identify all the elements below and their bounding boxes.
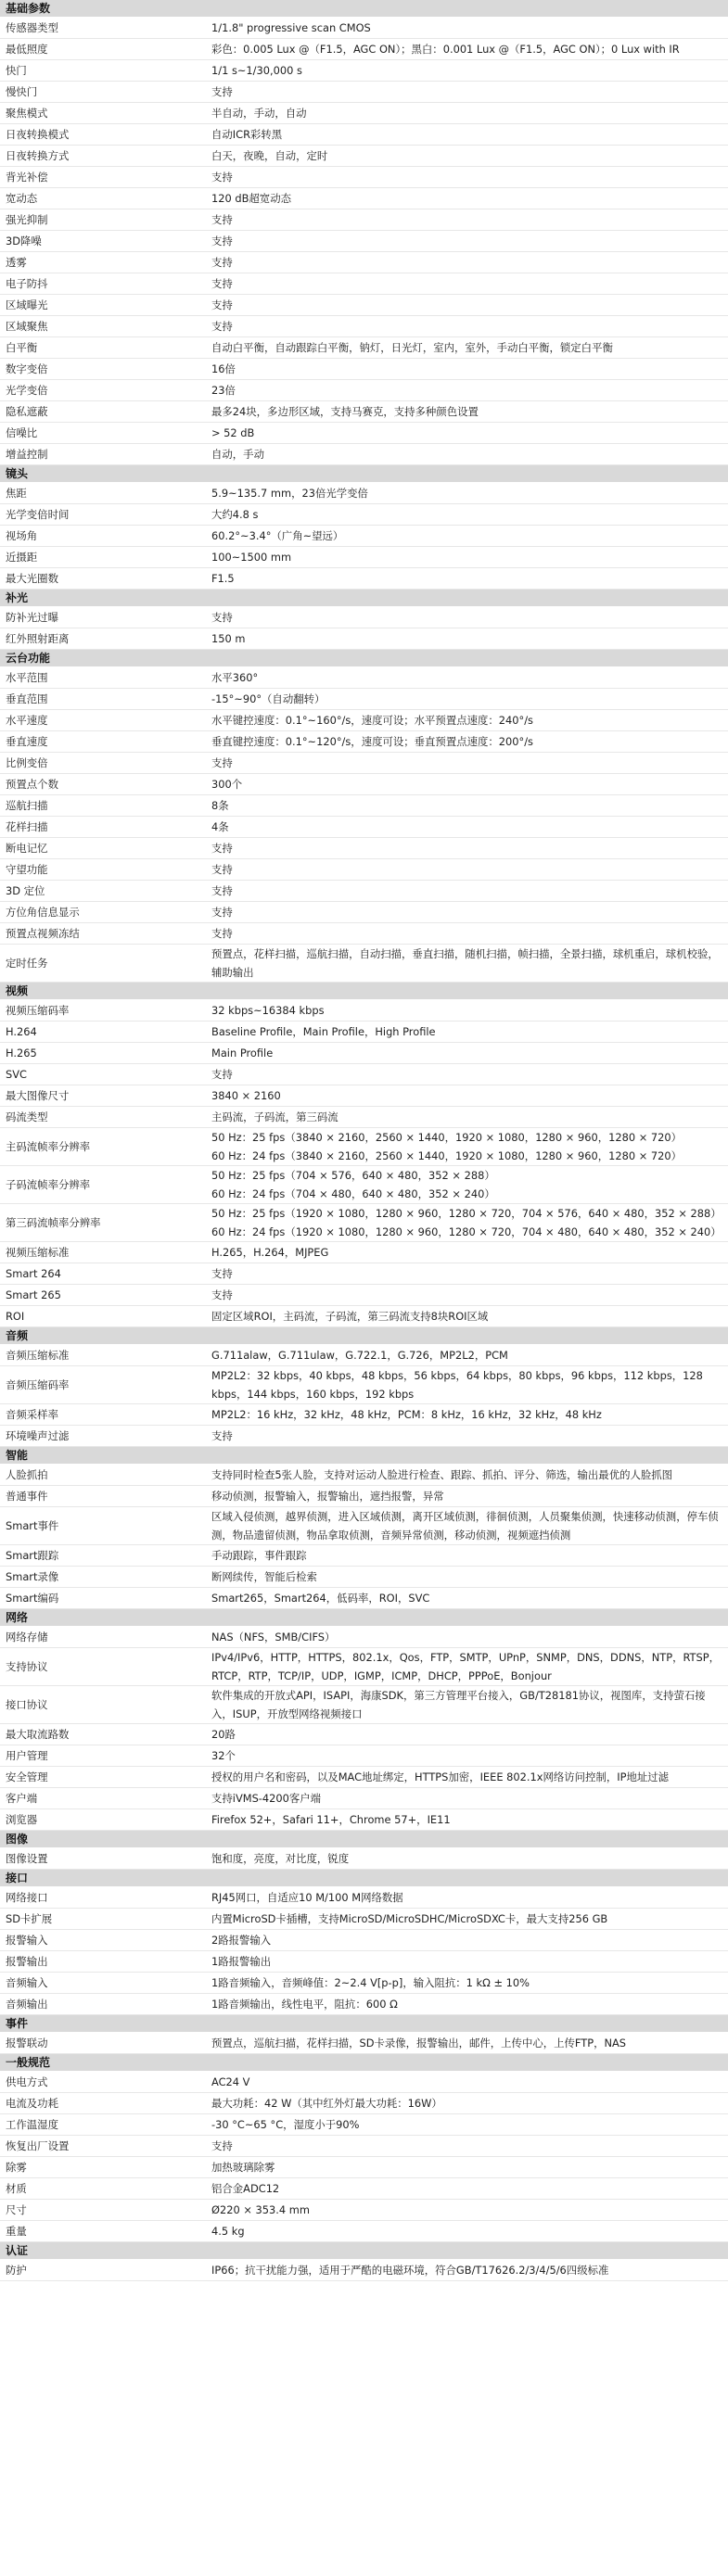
spec-row (0, 337, 728, 359)
spec-value: 支持 (211, 256, 233, 269)
spec-row (0, 628, 728, 650)
spec-value: 16倍 (211, 362, 236, 375)
spec-row (0, 1930, 728, 1951)
spec-value: 大约4.8 s (211, 508, 259, 521)
spec-row (0, 838, 728, 859)
spec-row (0, 1767, 728, 1788)
spec-label: 巡航扫描 (6, 799, 48, 812)
spec-row (0, 1043, 728, 1064)
spec-value: 支持 (211, 171, 233, 184)
spec-value: MP2L2：16 kHz，32 kHz，48 kHz，PCM：8 kHz，16 kHz，32 kHz，48 kHz (211, 1408, 602, 1421)
spec-label: 3D降噪 (6, 235, 42, 247)
spec-row (0, 1994, 728, 2015)
spec-row (0, 209, 728, 231)
spec-value: 1路音频输出，线性电平，阻抗：600 Ω (211, 1998, 398, 2011)
spec-value: 1路报警输出 (211, 1955, 272, 1968)
spec-row (0, 817, 728, 838)
section-header: 补光 (0, 590, 728, 607)
spec-row (0, 1848, 728, 1870)
spec-row (0, 1404, 728, 1426)
spec-row (0, 1686, 728, 1724)
spec-value: IP66；抗干扰能力强，适用于严酷的电磁环境，符合GB/T17626.2/3/4/5/6四级标准 (211, 2264, 609, 2277)
spec-label: 材质 (6, 2182, 27, 2195)
spec-label: 方位角信息显示 (6, 906, 80, 919)
spec-label: 日夜转换模式 (6, 128, 70, 141)
spec-value: 支持 (211, 927, 233, 940)
spec-value: 饱和度，亮度，对比度，锐度 (211, 1852, 350, 1865)
spec-value: 支持 (211, 320, 233, 333)
spec-row (0, 39, 728, 60)
spec-label: 报警联动 (6, 2037, 48, 2049)
spec-label: 码流类型 (6, 1110, 48, 1123)
spec-value: 支持 (211, 906, 233, 919)
spec-value: Baseline Profile，Main Profile，High Profile (211, 1025, 436, 1038)
spec-value: 彩色：0.005 Lux @（F1.5，AGC ON）；黑白：0.001 Lux @（F1.5，AGC ON）；0 Lux with IR (211, 43, 680, 56)
section-header: 网络 (0, 1609, 728, 1627)
spec-value: 水平360° (211, 671, 259, 684)
spec-label: 尺寸 (6, 2203, 27, 2216)
spec-row (0, 923, 728, 945)
spec-label: 子码流帧率分辨率 (6, 1178, 91, 1191)
spec-row (0, 2221, 728, 2242)
section-header: 云台功能 (0, 650, 728, 667)
spec-value: -15°~90°（自动翻转） (211, 692, 326, 705)
spec-row (0, 1648, 728, 1686)
spec-row (0, 444, 728, 465)
spec-label: 区域聚焦 (6, 320, 48, 333)
spec-label: 定时任务 (6, 957, 48, 970)
spec-row (0, 1128, 728, 1166)
spec-label: 音频压缩码率 (6, 1378, 70, 1391)
spec-row (0, 1951, 728, 1973)
spec-value: 1/1 s~1/30,000 s (211, 64, 302, 77)
spec-value: 1路音频输入，音频峰值：2~2.4 V[p-p]，输入阻抗：1 kΩ ± 10% (211, 1976, 530, 1989)
spec-row (0, 316, 728, 337)
spec-label: 音频采样率 (6, 1408, 58, 1421)
spec-row (0, 273, 728, 295)
spec-label: 最大光圈数 (6, 572, 58, 585)
spec-value: 固定区域ROI，主码流，子码流，第三码流支持8块ROI区域 (211, 1310, 489, 1323)
section-header: 事件 (0, 2015, 728, 2033)
spec-label: 支持协议 (6, 1660, 48, 1673)
spec-value: 移动侦测，报警输入，报警输出，遮挡报警，异常 (211, 1490, 444, 1503)
spec-label: 接口协议 (6, 1698, 48, 1711)
spec-row (0, 380, 728, 401)
spec-value: 支持 (211, 2139, 233, 2152)
spec-value: 支持同时检查5张人脸，支持对运动人脸进行检查、跟踪、抓拍、评分、筛选，输出最优的人脸抓图 (211, 1468, 673, 1481)
spec-label: 垂直范围 (6, 692, 48, 705)
spec-label: 供电方式 (6, 2075, 48, 2088)
spec-value: G.711alaw，G.711ulaw，G.722.1，G.726，MP2L2，PCM (211, 1349, 508, 1362)
spec-value: 23倍 (211, 384, 236, 397)
spec-row (0, 1366, 728, 1404)
spec-label: 工作温湿度 (6, 2118, 58, 2131)
spec-value: 铝合金ADC12 (211, 2182, 280, 2195)
spec-value: 支持 (211, 842, 233, 855)
spec-row (0, 1166, 728, 1204)
spec-row (0, 902, 728, 923)
spec-row (0, 1204, 728, 1242)
section-header: 基础参数 (0, 0, 728, 18)
spec-value: 断网续传，智能后检索 (211, 1570, 317, 1583)
spec-label: 用户管理 (6, 1749, 48, 1762)
spec-value: 20路 (211, 1728, 236, 1741)
spec-value: 加热玻璃除雾 (211, 2161, 275, 2174)
spec-value: 支持 (211, 1288, 233, 1301)
section-header: 镜头 (0, 465, 728, 483)
spec-label: 安全管理 (6, 1770, 48, 1783)
spec-value: 4.5 kg (211, 2225, 245, 2238)
spec-value: 32 kbps~16384 kbps (211, 1004, 325, 1017)
spec-row (0, 103, 728, 124)
spec-label: 水平范围 (6, 671, 48, 684)
section-header: 认证 (0, 2242, 728, 2260)
section-header: 接口 (0, 1870, 728, 1887)
spec-value: 水平键控速度：0.1°~160°/s，速度可设；水平预置点速度：240°/s (211, 714, 533, 727)
spec-value: 支持 (211, 884, 233, 897)
spec-row (0, 1973, 728, 1994)
spec-row (0, 188, 728, 209)
spec-label: 预置点视频冻结 (6, 927, 80, 940)
spec-label: 花样扫描 (6, 820, 48, 833)
spec-row (0, 1085, 728, 1107)
spec-label: 音频输出 (6, 1998, 48, 2011)
spec-value: 3840 × 2160 (211, 1089, 281, 1102)
spec-row (0, 1545, 728, 1567)
spec-label: 音频输入 (6, 1976, 48, 1989)
spec-value: 300个 (211, 778, 243, 791)
spec-label: 电流及功耗 (6, 2097, 58, 2110)
spec-label: 图像设置 (6, 1852, 48, 1865)
spec-row (0, 774, 728, 795)
spec-label: SVC (6, 1068, 27, 1081)
spec-label: 视频压缩码率 (6, 1004, 70, 1017)
spec-label: 防补光过曝 (6, 611, 58, 624)
spec-label: 视频压缩标准 (6, 1246, 70, 1259)
spec-row (0, 1745, 728, 1767)
spec-row (0, 547, 728, 568)
spec-row (0, 60, 728, 82)
spec-row (0, 401, 728, 423)
spec-label: Smart录像 (6, 1570, 59, 1583)
spec-label: SD卡扩展 (6, 1912, 53, 1925)
spec-row (0, 2178, 728, 2200)
spec-row (0, 1465, 728, 1486)
spec-row (0, 1507, 728, 1545)
spec-label: 快门 (6, 64, 27, 77)
spec-value: 4条 (211, 820, 229, 833)
spec-label: Smart事件 (6, 1519, 59, 1532)
spec-row (0, 1788, 728, 1809)
spec-value: 主码流，子码流，第三码流 (211, 1110, 338, 1123)
section-header: 一般规范 (0, 2054, 728, 2072)
spec-value: 支持 (211, 756, 233, 769)
spec-value: Smart265，Smart264，低码率，ROI，SVC (211, 1592, 430, 1605)
spec-row (0, 1909, 728, 1930)
spec-row (0, 1285, 728, 1306)
spec-value: 支持 (211, 277, 233, 290)
spec-row (0, 124, 728, 146)
spec-value: Firefox 52+，Safari 11+，Chrome 57+，IE11 (211, 1813, 451, 1826)
spec-value: 垂直键控速度：0.1°~120°/s，速度可设；垂直预置点速度：200°/s (211, 735, 533, 748)
spec-label: 普通事件 (6, 1490, 48, 1503)
section-header: 智能 (0, 1447, 728, 1465)
spec-label: 网络接口 (6, 1891, 48, 1904)
spec-value: 内置MicroSD卡插槽，支持MicroSD/MicroSDHC/MicroSDXC卡，最大支持256 GB (211, 1912, 608, 1925)
spec-label: 除雾 (6, 2161, 27, 2174)
spec-value: 120 dB超宽动态 (211, 192, 291, 205)
spec-label: 报警输出 (6, 1955, 48, 1968)
spec-value: 50 Hz：25 fps（1920 × 1080，1280 × 960，1280 × 720，704 × 576，640 × 480，352 × 288） 60 Hz：24 fps（1920 × 1080，1280 × 960，1280 × 720，704 × 480，640 × 480，352 × 240） (211, 1207, 722, 1238)
spec-label: 透雾 (6, 256, 27, 269)
spec-label: 最低照度 (6, 43, 48, 56)
spec-row (0, 2072, 728, 2093)
spec-label: 电子防抖 (6, 277, 48, 290)
spec-label: Smart编码 (6, 1592, 59, 1605)
spec-value: 支持 (211, 213, 233, 226)
spec-row (0, 1022, 728, 1043)
spec-row (0, 753, 728, 774)
spec-label: 视场角 (6, 529, 38, 542)
spec-label: 守望功能 (6, 863, 48, 876)
spec-row (0, 1486, 728, 1507)
spec-row (0, 2136, 728, 2157)
spec-value: Ø220 × 353.4 mm (211, 2203, 310, 2216)
spec-value: 32个 (211, 1749, 236, 1762)
spec-row (0, 881, 728, 902)
spec-value: 区域入侵侦测，越界侦测，进入区域侦测，离开区域侦测，徘徊侦测，人员聚集侦测，快速移动侦测，停车侦测，物品遗留侦测，物品拿取侦测，音频异常侦测，移动侦测，视频遮挡侦测 (211, 1510, 719, 1542)
section-header: 音频 (0, 1327, 728, 1345)
spec-label: 垂直速度 (6, 735, 48, 748)
spec-value: 2路报警输入 (211, 1934, 272, 1947)
spec-row (0, 945, 728, 983)
spec-row (0, 2200, 728, 2221)
spec-row (0, 526, 728, 547)
spec-value: 预置点，巡航扫描，花样扫描，SD卡录像，报警输出，邮件，上传中心，上传FTP，NAS (211, 2037, 627, 2049)
spec-row (0, 2260, 728, 2281)
spec-row (0, 2157, 728, 2178)
spec-value: 100~1500 mm (211, 551, 292, 564)
spec-label: ROI (6, 1310, 25, 1323)
spec-row (0, 504, 728, 526)
spec-label: H.264 (6, 1025, 37, 1038)
spec-value: 50 Hz：25 fps（3840 × 2160，2560 × 1440，1920 × 1080，1280 × 960，1280 × 720） 60 Hz：24 fps（3840 × 2160，2560 × 1440，1920 × 1080，1280 × 960，1280 × 720） (211, 1131, 683, 1162)
spec-value: RJ45网口，自适应10 M/100 M网络数据 (211, 1891, 403, 1904)
spec-value: 支持 (211, 1429, 233, 1442)
spec-value: 5.9~135.7 mm，23倍光学变倍 (211, 487, 368, 500)
spec-label: 传感器类型 (6, 21, 58, 34)
spec-value: -30 °C~65 °C，湿度小于90% (211, 2118, 360, 2131)
spec-row (0, 1588, 728, 1609)
spec-label: 焦距 (6, 487, 27, 500)
spec-row (0, 2033, 728, 2054)
spec-value: 支持 (211, 85, 233, 98)
spec-label: 断电记忆 (6, 842, 48, 855)
spec-value: 支持 (211, 1068, 233, 1081)
spec-row (0, 1064, 728, 1085)
spec-label: 音频压缩标准 (6, 1349, 70, 1362)
section-header: 图像 (0, 1831, 728, 1848)
spec-row (0, 359, 728, 380)
spec-value: 支持 (211, 863, 233, 876)
spec-value: 支持 (211, 235, 233, 247)
spec-value: 支持 (211, 611, 233, 624)
spec-value: 1/1.8" progressive scan CMOS (211, 21, 371, 34)
spec-label: 数字变倍 (6, 362, 48, 375)
spec-label: 背光补偿 (6, 171, 48, 184)
spec-row (0, 1107, 728, 1128)
spec-value: Main Profile (211, 1047, 274, 1060)
spec-row (0, 689, 728, 710)
spec-value: 支持 (211, 1267, 233, 1280)
spec-value: 半自动，手动，自动 (211, 107, 307, 120)
spec-label: H.265 (6, 1047, 37, 1060)
spec-value: 支持 (211, 298, 233, 311)
spec-label: 第三码流帧率分辨率 (6, 1216, 101, 1229)
spec-label: 区域曝光 (6, 298, 48, 311)
spec-row (0, 423, 728, 444)
spec-row (0, 859, 728, 881)
spec-value: AC24 V (211, 2075, 250, 2088)
spec-label: 预置点个数 (6, 778, 58, 791)
spec-label: 水平速度 (6, 714, 48, 727)
spec-row (0, 667, 728, 689)
spec-label: 强光抑制 (6, 213, 48, 226)
spec-row (0, 1724, 728, 1745)
section-header: 视频 (0, 983, 728, 1000)
spec-label: 日夜转换方式 (6, 149, 70, 162)
spec-row (0, 1627, 728, 1648)
spec-row (0, 710, 728, 731)
spec-value: NAS（NFS，SMB/CIFS） (211, 1631, 336, 1643)
spec-value: 50 Hz：25 fps（704 × 576，640 × 480，352 × 288） 60 Hz：24 fps（704 × 480，640 × 480，352 × 240） (211, 1169, 495, 1200)
spec-label: 白平衡 (6, 341, 38, 354)
spec-row (0, 2114, 728, 2136)
spec-row (0, 1263, 728, 1285)
spec-label: Smart 265 (6, 1288, 61, 1301)
spec-value: H.265，H.264，MJPEG (211, 1246, 329, 1259)
spec-label: 网络存储 (6, 1631, 48, 1643)
spec-label: 3D 定位 (6, 884, 45, 897)
spec-value: 最多24块，多边形区域，支持马赛克，支持多种颜色设置 (211, 405, 479, 418)
spec-label: 恢复出厂设置 (6, 2139, 70, 2152)
spec-row (0, 18, 728, 39)
spec-row (0, 1426, 728, 1447)
spec-value: 60.2°~3.4°（广角~望远） (211, 529, 344, 542)
spec-value: 最大功耗：42 W（其中红外灯最大功耗：16W） (211, 2097, 442, 2110)
spec-row (0, 2093, 728, 2114)
spec-value: 软件集成的开放式API，ISAPI，海康SDK，第三方管理平台接入，GB/T28181协议，视图库，支持萤石接入，ISUP，开放型网络视频接口 (211, 1689, 706, 1720)
spec-row (0, 295, 728, 316)
spec-value: 白天，夜晚，自动，定时 (211, 149, 328, 162)
spec-row (0, 568, 728, 590)
spec-label: 人脸抓拍 (6, 1468, 48, 1481)
spec-label: 宽动态 (6, 192, 38, 205)
spec-label: 增益控制 (6, 448, 48, 461)
spec-label: Smart 264 (6, 1267, 61, 1280)
spec-row (0, 1000, 728, 1022)
spec-label: 聚焦模式 (6, 107, 48, 120)
spec-label: 比例变倍 (6, 756, 48, 769)
spec-label: 光学变倍时间 (6, 508, 70, 521)
spec-value: MP2L2：32 kbps，40 kbps，48 kbps，56 kbps，64 kbps，80 kbps，96 kbps，112 kbps，128 kbps，144 kbps，160 kbps，192 kbps (211, 1369, 703, 1401)
spec-label: 防护 (6, 2264, 27, 2277)
spec-value: > 52 dB (211, 426, 255, 439)
spec-label: 最大取流路数 (6, 1728, 70, 1741)
spec-value: F1.5 (211, 572, 235, 585)
spec-value: 支持iVMS-4200客户端 (211, 1792, 322, 1805)
spec-row (0, 483, 728, 504)
spec-label: 主码流帧率分辨率 (6, 1140, 91, 1153)
spec-row (0, 82, 728, 103)
spec-row (0, 607, 728, 628)
spec-row (0, 731, 728, 753)
spec-value: 授权的用户名和密码，以及MAC地址绑定，HTTPS加密，IEEE 802.1x网络访问控制，IP地址过滤 (211, 1770, 670, 1783)
spec-row (0, 1242, 728, 1263)
spec-label: 重量 (6, 2225, 27, 2238)
spec-label: 光学变倍 (6, 384, 48, 397)
spec-label: 隐私遮蔽 (6, 405, 48, 418)
spec-row (0, 795, 728, 817)
spec-label: Smart跟踪 (6, 1549, 59, 1562)
spec-row (0, 231, 728, 252)
spec-label: 近摄距 (6, 551, 38, 564)
spec-value: 自动ICR彩转黑 (211, 128, 283, 141)
spec-row (0, 1306, 728, 1327)
spec-value: IPv4/IPv6，HTTP，HTTPS，802.1x，Qos，FTP，SMTP，UPnP，SNMP，DNS，DDNS，NTP，RTSP，RTCP，RTP，TCP/IP，UDP，IGMP，ICMP，DHCP，PPPoE，Bonjour (211, 1651, 721, 1682)
spec-row (0, 1567, 728, 1588)
spec-value: 自动白平衡，自动跟踪白平衡，钠灯，日光灯，室内，室外，手动白平衡，锁定白平衡 (211, 341, 613, 354)
spec-label: 红外照射距离 (6, 632, 70, 645)
spec-value: 预置点，花样扫描，巡航扫描，自动扫描，垂直扫描，随机扫描，帧扫描，全景扫描，球机重启，球机校验，辅助输出 (211, 947, 719, 979)
spec-value: 150 m (211, 632, 246, 645)
spec-row (0, 1809, 728, 1831)
spec-value: 手动跟踪，事件跟踪 (211, 1549, 307, 1562)
spec-label: 环境噪声过滤 (6, 1429, 70, 1442)
spec-value: 8条 (211, 799, 229, 812)
spec-label: 客户端 (6, 1792, 38, 1805)
spec-row (0, 167, 728, 188)
spec-label: 浏览器 (6, 1813, 38, 1826)
spec-row (0, 252, 728, 273)
spec-label: 最大图像尺寸 (6, 1089, 70, 1102)
spec-label: 慢快门 (6, 85, 38, 98)
spec-value: 自动，手动 (211, 448, 264, 461)
spec-row (0, 1345, 728, 1366)
spec-row (0, 146, 728, 167)
spec-label: 报警输入 (6, 1934, 48, 1947)
spec-row (0, 1887, 728, 1909)
spec-label: 信噪比 (6, 426, 38, 439)
